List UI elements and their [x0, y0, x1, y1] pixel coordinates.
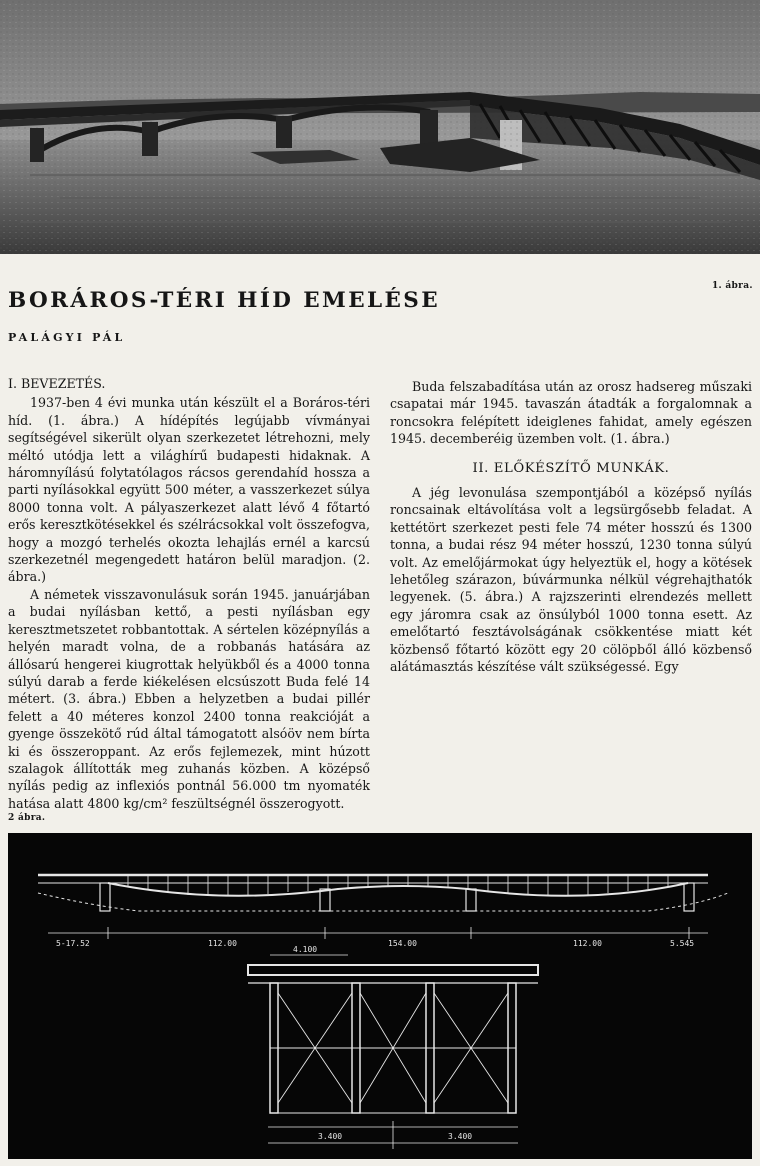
- bridge-photo: [0, 0, 760, 254]
- section-dimension-label: 3.400: [448, 1132, 473, 1141]
- text-column-right: [390, 378, 752, 676]
- section-1-paragraph-2: A németek visszavonulásuk során 1945. januárjában a budai nyílásban kettő, a pesti nyílásban egy keresztmetszetet robbantottak. A sértelen középnyílás a helyén maradt volna, de a robbanás hatására az állósarú hengerei kiugrottak helyükből és a 4000 tonna súlyú darab a ferde kiékelésen elcsúszott Buda felé 14 métert. (3. ábra.) Ebben a helyzetben a budai pillér felett a 40 méteres konzol 2400 tonna reakcióját a gyenge összekötő rúd által támogatott alsóöv nem bírta ki és összeroppant. Az erős fejlemezek, mint húzott szalagok állították meg zuhanás közben. A középső nyílás pedig az inflexiós pontnál 56.000 tm nyomaték hatása alatt 4800 kg/cm² feszültségnél összerogyott.: [8, 586, 370, 811]
- section-2-heading: II. ELŐKÉSZÍTŐ MUNKÁK.: [472, 460, 670, 476]
- text-column-left: [8, 375, 370, 812]
- section-dimension-label: 3.400: [318, 1132, 343, 1141]
- section-1-heading: I. BEVEZETÉS.: [8, 376, 106, 391]
- dimension-label: 5-17.52: [56, 939, 90, 948]
- dimension-label: 5.545: [670, 939, 695, 948]
- dimension-label: 154.00: [388, 939, 417, 948]
- article-title: BORÁROS-TÉRI HÍD EMELÉSE: [8, 288, 441, 313]
- bridge-drawing: [8, 833, 752, 1159]
- section-dimension-label: 4.100: [293, 945, 318, 954]
- section-1-paragraph-1: 1937-ben 4 évi munka után készült el a Boráros-téri híd. (1. ábra.) A hídépítés legújabb vívmányai segítségével sikerült olyan szerkezetet létrehozni, mely méltó utódja lett a világhírű budapesti hidaknak. A háromnyílású folytatólagos rácsos gerendahíd hossza a parti nyílásokkal együtt 500 méter, a vasszerkezet súlya 8000 tonna volt. A pályaszerkezet alatt lévő 4 főtartó erős keresztkötésekkel és szélrácsokkal volt összefogva, hogy a mozgó terhelés okozta lehajlás ernél a karcsú szerkezetnél megengedett határon belül maradjon. (2. ábra.): [8, 395, 370, 585]
- dimension-label: 112.00: [573, 939, 602, 948]
- article-author: PALÁGYI PÁL: [8, 331, 126, 344]
- figure-2-label: 2 ábra.: [8, 813, 46, 823]
- section-2-paragraph-1: A jég levonulása szempontjából a középső nyílás roncsainak eltávolítása volt a legsürgősebb feladat. A kettétört szerkezet pesti fele 74 méter hosszú és 1300 tonna, a budai rész 94 méter hosszú, 1230 tonna súlyú volt. Az emelőjármokat úgy helyeztük el, hogy a kötések lehetőleg szárazon, búvármunka nélkül végrehajthatók legyenek. (5. ábra.) A rajzszerinti elrendezés mellett egy járomra csak az önsúlyból 1000 tonna esett. Az emelőtartó fesztávolságának csökkentése miatt két közbenső főtartó között egy 20 cölöpből álló közbenső alátámasztás készítése vált szükségessé. Egy: [390, 485, 752, 675]
- figure-1-label: 1. ábra.: [712, 281, 753, 291]
- dimension-label: 112.00: [208, 939, 237, 948]
- section-1-paragraph-3: Buda felszabadítása után az orosz hadsereg műszaki csapatai már 1945. tavaszán átadták a forgalomnak a roncsokra felépített ideiglenes fahidat, amely egészen 1945. decemberéig üzemben volt. (1. ábra.): [390, 379, 752, 447]
